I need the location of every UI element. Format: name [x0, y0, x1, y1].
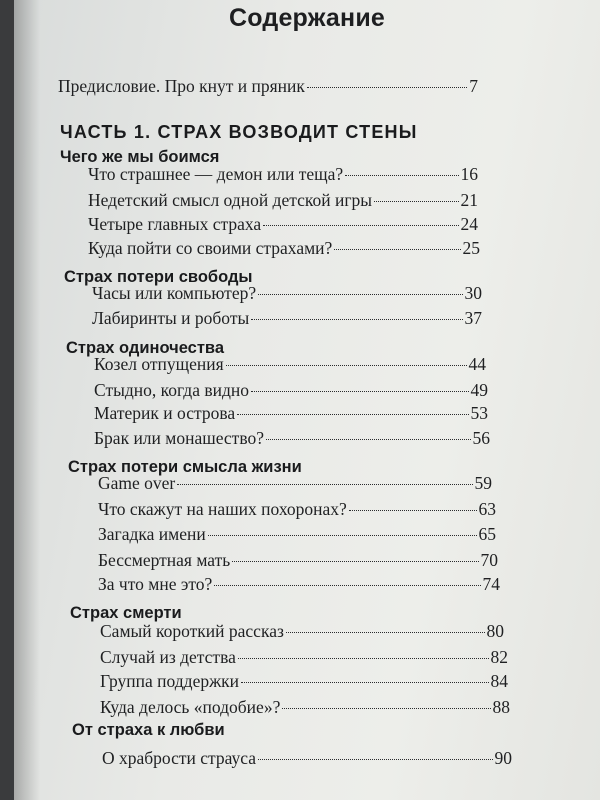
- toc-entry-page: 74: [482, 574, 500, 594]
- leader-dots: [238, 658, 489, 659]
- toc-entry: [88, 214, 478, 235]
- leader-dots: [258, 294, 462, 295]
- toc-entry-page: 7: [469, 76, 478, 96]
- toc-entry-page: 53: [470, 403, 488, 423]
- leader-dots: [334, 249, 460, 250]
- toc-entry-label: Козел отпущения: [94, 354, 224, 374]
- toc-entry: [100, 621, 504, 642]
- toc-entry-label: Группа поддержки: [100, 671, 240, 691]
- toc-entry-page: 37: [464, 308, 482, 328]
- leader-dots: [214, 585, 480, 586]
- toc-entry-page: 90: [494, 748, 512, 768]
- toc-entry-label: Брак или монашество?: [94, 428, 264, 448]
- toc-entry-page: 82: [490, 647, 508, 667]
- toc-entry: [94, 403, 488, 424]
- leader-dots: [251, 319, 462, 320]
- toc-entry-label: О храбрости страуса: [102, 748, 257, 768]
- section-heading: Страх потери смысла жизни: [68, 458, 302, 476]
- leader-dots: [307, 87, 467, 88]
- leader-dots: [345, 175, 458, 176]
- toc-entry-page: 63: [478, 499, 496, 519]
- toc-entry-page: 44: [468, 354, 486, 374]
- toc-entry-page: 65: [478, 524, 496, 544]
- toc-entry-page: 24: [460, 214, 478, 234]
- toc-entry-label: Материк и острова: [94, 403, 236, 423]
- toc-entry-label: За что мне это?: [98, 574, 213, 594]
- toc-entry-label: Бессмертная мать: [98, 550, 231, 570]
- toc-entry-page: 49: [470, 380, 488, 400]
- part-heading: ЧАСТЬ 1. СТРАХ ВОЗВОДИТ СТЕНЫ: [60, 122, 418, 142]
- toc-entry-label: Лабиринты и роботы: [92, 308, 250, 328]
- toc-entry-label: Что страшнее — демон или теща?: [88, 164, 344, 184]
- toc-entry: [98, 473, 492, 494]
- leader-dots: [232, 561, 478, 562]
- leader-dots: [374, 201, 458, 202]
- toc-entry: [94, 428, 490, 449]
- toc-entry-label: Предисловие. Про кнут и пряник: [58, 76, 305, 96]
- toc-entry: [98, 574, 500, 595]
- toc-entry: [92, 308, 482, 329]
- leader-dots: [282, 708, 490, 709]
- toc-entry-page: 88: [492, 697, 510, 717]
- toc-entry: [88, 190, 478, 211]
- toc-entry-label: Game over: [98, 473, 176, 493]
- leader-dots: [208, 535, 477, 536]
- leader-dots: [263, 225, 458, 226]
- section-heading: От страха к любви: [72, 721, 225, 739]
- leader-dots: [286, 632, 485, 633]
- toc-entry: [100, 647, 508, 668]
- leader-dots: [226, 365, 467, 366]
- toc-entry-label: Что скажут на наших похоронах?: [98, 499, 347, 519]
- toc-entry-page: 59: [474, 473, 492, 493]
- table-of-contents: [14, 0, 600, 800]
- toc-entry: [94, 354, 486, 375]
- toc-entry: [100, 697, 510, 718]
- toc-entry-label: Куда пойти со своими страхами?: [88, 238, 333, 258]
- section-heading: Страх смерти: [70, 604, 182, 622]
- toc-entry-label: Четыре главных страха: [88, 214, 262, 234]
- section-heading: Страх одиночества: [66, 339, 225, 357]
- leader-dots: [241, 682, 488, 683]
- toc-entry: [98, 499, 496, 520]
- leader-dots: [349, 510, 477, 511]
- toc-entry-label: Случай из детства: [100, 647, 236, 667]
- toc-entry-page: 84: [490, 671, 508, 691]
- toc-entry-page: 80: [486, 621, 504, 641]
- section-heading: Чего же мы боимся: [60, 148, 220, 166]
- toc-entry-page: 30: [464, 283, 482, 303]
- toc-entry: [92, 283, 482, 304]
- toc-entry-page: 56: [472, 428, 490, 448]
- toc-entry-label: Часы или компьютер?: [92, 283, 257, 303]
- toc-entry: [88, 164, 478, 185]
- toc-entry: [94, 380, 488, 401]
- leader-dots: [258, 759, 492, 760]
- toc-entry: [98, 524, 496, 545]
- toc-entry-preface: [58, 76, 478, 97]
- toc-entry-page: 25: [462, 238, 480, 258]
- toc-entry-label: Загадка имени: [98, 524, 206, 544]
- leader-dots: [177, 484, 472, 485]
- page-title: Содержание: [228, 4, 386, 32]
- toc-entry: [88, 238, 480, 259]
- book-page: [14, 0, 600, 800]
- leader-dots: [237, 414, 468, 415]
- toc-entry-label: Самый короткий рассказ: [100, 621, 284, 641]
- toc-entry: [100, 671, 508, 692]
- toc-entry-page: 70: [480, 550, 498, 570]
- leader-dots: [266, 439, 471, 440]
- leader-dots: [251, 391, 469, 392]
- toc-entry-page: 21: [460, 190, 478, 210]
- toc-entry-label: Стыдно, когда видно: [94, 380, 249, 400]
- toc-entry: [102, 748, 512, 769]
- section-heading: Страх потери свободы: [64, 268, 253, 286]
- toc-entry-label: Куда делось «подобие»?: [100, 697, 281, 717]
- toc-entry: [98, 550, 498, 571]
- toc-entry-label: Недетский смысл одной детской игры: [88, 190, 373, 210]
- toc-entry-page: 16: [460, 164, 478, 184]
